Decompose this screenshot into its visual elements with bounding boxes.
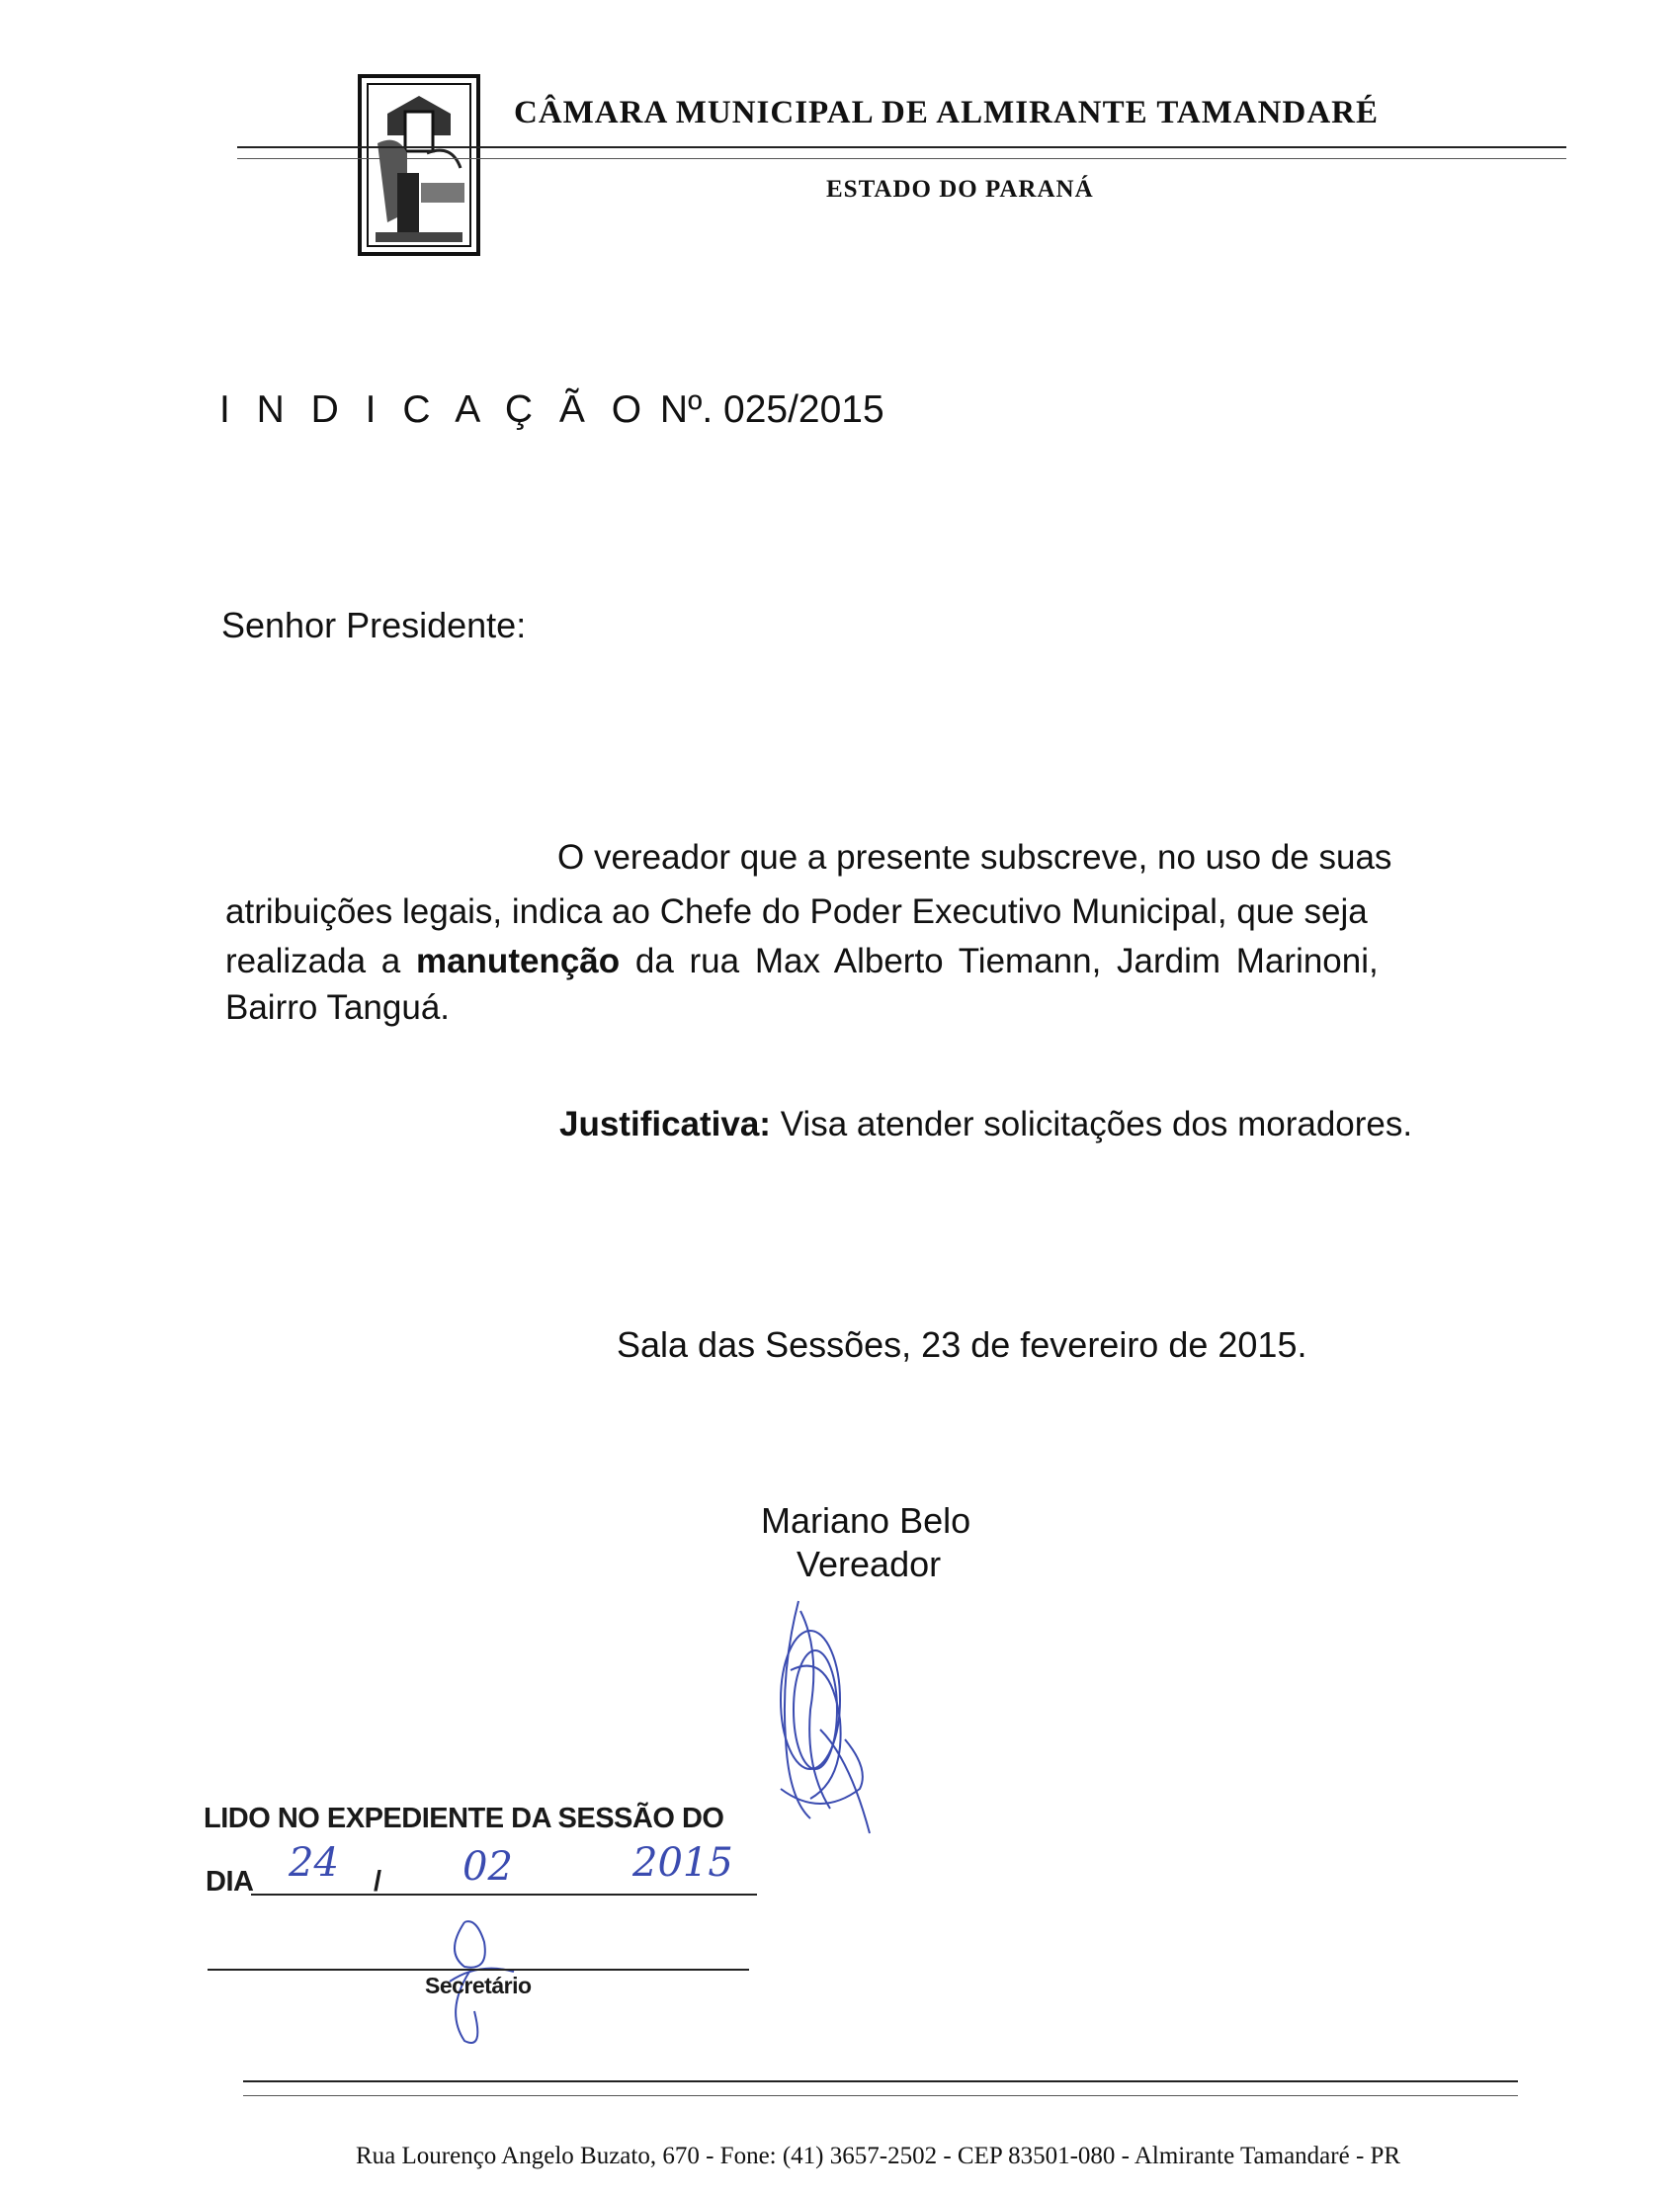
footer-address: Rua Lourenço Angelo Buzato, 670 - Fone: (41) 3657-2502 - CEP 83501-080 - Almirante Tamandaré - PR [356,2143,1401,2169]
stamp-year: 2015 [632,1840,733,1886]
document-title [219,388,884,432]
body-line-emphasis: manutenção [415,942,621,980]
stamp-date-line [251,1894,757,1896]
body-line: atribuições legais, indica ao Chefe do Poder Executivo Municipal, que seja [225,892,1368,931]
secretary-line [208,1969,749,1971]
state-name: ESTADO DO PARANÁ [826,176,1094,203]
stamp-month: 02 [462,1844,513,1890]
justification-text: Visa atender solicitações dos moradores. [780,1105,1413,1143]
document-title-prefix: I N D I C A Ç Ã O [219,388,650,431]
chamber-name: CÂMARA MUNICIPAL DE ALMIRANTE TAMANDARÉ [514,95,1380,130]
footer-rule-top [243,2080,1518,2082]
handwritten-signature [751,1591,899,1838]
header-rule-top [237,146,1566,148]
stamp-heading: LIDO NO EXPEDIENTE DA SESSÃO DO [204,1803,724,1834]
body-line: Bairro Tanguá. [225,988,451,1027]
body-line [225,942,1379,981]
body-line-suffix: da rua Max Alberto Tiemann, Jardim Marinoni, [634,942,1379,980]
stamp-day-label: DIA [206,1866,254,1898]
header-rule-bottom [237,158,1566,159]
body-line: O vereador que a presente subscreve, no uso de suas [557,838,1392,877]
signer-role: Vereador [797,1544,942,1584]
body-line-prefix: realizada a [225,942,401,980]
justification-label: Justificativa: [559,1105,771,1143]
footer-rule-bottom [243,2095,1518,2096]
municipal-coat-of-arms-icon [358,74,480,256]
document-number: Nº. 025/2015 [659,388,884,431]
secretary-label: Secretário [425,1973,532,1998]
place-date: Sala das Sessões, 23 de fevereiro de 2015. [617,1324,1307,1365]
justification [559,1105,1412,1144]
stamp-day: 24 [289,1840,339,1886]
stamp-separator: / [374,1866,381,1898]
salutation: Senhor Presidente: [221,605,527,645]
signer-name: Mariano Belo [761,1500,971,1541]
